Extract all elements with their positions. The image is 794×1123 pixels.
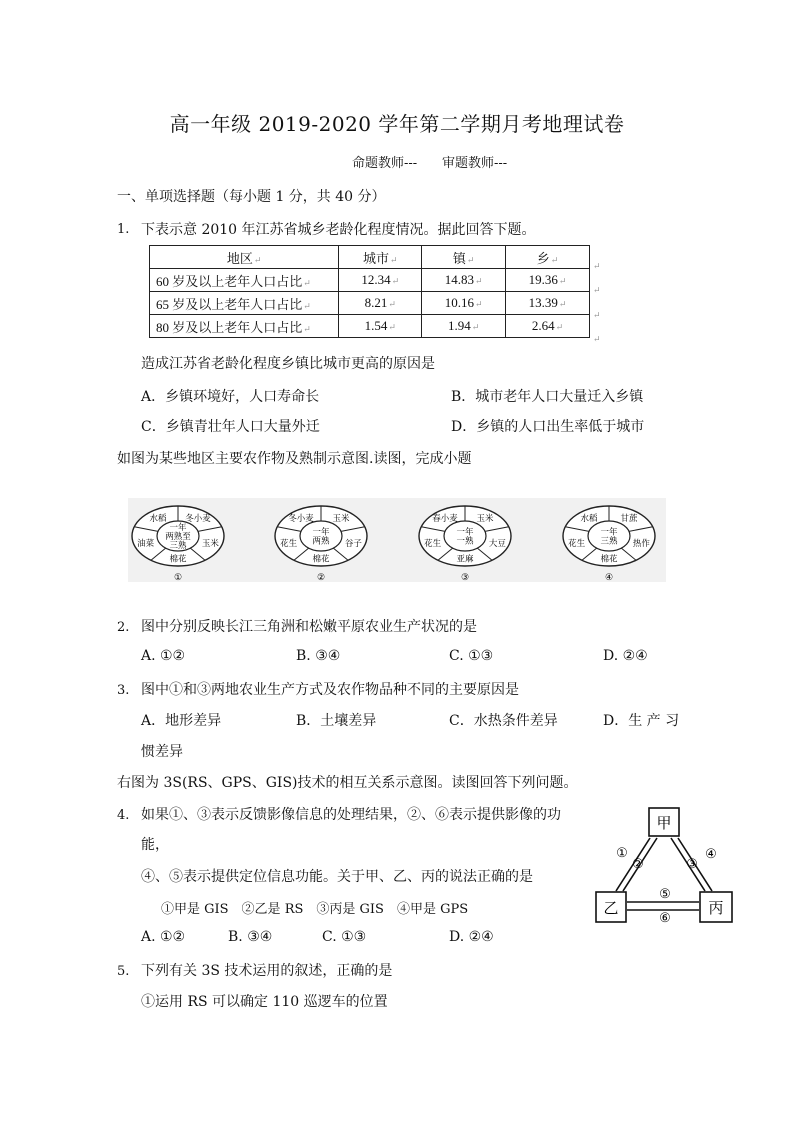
crop-label: 棉花 [312,554,330,565]
circle-number: ② [316,573,326,582]
table-cell: 14.83↵ [422,269,506,292]
crop-label: 亚麻 [456,554,474,565]
crop-circles-figure [128,498,666,582]
crop-label: 冬小麦 [185,513,211,524]
crop-label: 棉花 [169,554,187,565]
table-cell: 10.16↵ [422,292,506,315]
exam-title: 高一年级 2019-2020 学年第二学期月考地理试卷 [169,112,625,136]
q5-stem: 下列有关 3S 技术运用的叙述，正确的是 [141,963,393,979]
crop-label: 油菜 [137,538,155,549]
crop-label: 花生 [568,538,586,549]
crop-center-text: 一熟 [456,536,474,547]
node-jia-label: 甲 [656,814,672,832]
q5-statement-1: ①运用 RS 可以确定 110 巡逻车的位置 [141,994,388,1010]
crop-label: 花生 [424,538,442,549]
crop-center-text: 一年 [312,527,330,538]
arrow-label: ④ [705,847,717,862]
table-cell: 13.39↵ [506,292,590,315]
q3-stem: 图中①和③两地农业生产方式及农作物品种不同的主要原因是 [141,682,519,698]
crop-label: 大豆 [488,538,506,549]
circle-number: ④ [604,573,614,582]
crop-center-text: 一年 [600,527,618,538]
crop-label: 棉花 [600,554,618,565]
row-end-mark: ↵ [593,286,601,296]
q4-option-d[interactable]: D. ②④ [449,929,494,945]
q1-option-b[interactable]: B．城市老年人口大量迁入乡镇 [451,389,644,405]
q1-stem: 下表示意 2010 年江苏省城乡老龄化程度情况。据此回答下题。 [141,222,536,238]
crop-center-text: 三熟 [600,536,618,547]
3s-triangle-figure [594,806,736,926]
q3-option-d[interactable]: D．生 产 习 [603,713,680,729]
q4-stem-line3: ④、⑤表示提供定位信息功能。关于甲、乙、丙的说法正确的是 [141,869,533,885]
section-title: 一、单项选择题（每小题 1 分，共 40 分） [117,189,386,205]
row-end-mark: ↵ [593,335,601,345]
q2-option-a[interactable]: A. ①② [141,648,186,664]
q2-option-c[interactable]: C. ①③ [449,648,494,664]
circle-number: ① [173,573,183,582]
q4-number: 4. [117,808,130,823]
node-bing-label: 丙 [708,899,724,917]
crop-label: 玉米 [476,513,494,524]
crop-label: 春小麦 [432,513,458,524]
crop-center-text: 两熟至 [165,532,191,542]
q2-option-d[interactable]: D. ②④ [603,648,648,664]
q4-stem-line1: 如果①、③表示反馈影像信息的处理结果，②、⑥表示提供影像的功 [141,807,561,823]
circle-number: ③ [460,573,470,582]
q2-stem: 图中分别反映长江三角洲和松嫩平原农业生产状况的是 [141,619,477,635]
q2-number: 2. [117,620,130,635]
q5-number: 5. [117,964,130,979]
table-cell: 2.64↵ [506,315,590,338]
table-header: 镇↵ [422,246,506,269]
aging-table [149,245,590,338]
crop-label: 玉米 [201,538,219,549]
q1-option-d[interactable]: D．乡镇的人口出生率低于城市 [451,419,645,435]
crops-intro: 如图为某些地区主要农作物及熟制示意图.读图，完成小题 [117,451,472,467]
crop-center-text: 三熟 [169,541,187,551]
q4-stem-line2: 能， [141,837,169,853]
q3-option-a[interactable]: A．地形差异 [141,713,222,729]
table-header-row [150,246,590,269]
table-row [150,315,590,338]
q3-option-d-continued: 惯差异 [141,744,183,760]
arrow-label: ① [616,846,628,861]
crop-label: 冬小麦 [288,513,314,524]
crop-label: 热作 [632,538,650,549]
crop-center-text: 一年 [169,523,187,533]
table-cell: 8.21↵ [339,292,422,315]
crop-center-text: 两熟 [312,536,330,547]
table-cell: 19.36↵ [506,269,590,292]
q1-question: 造成江苏省老龄化程度乡镇比城市更高的原因是 [141,356,435,372]
q1-number: 1. [117,222,130,237]
crop-center-text: 一年 [456,527,474,538]
q3-number: 3. [117,683,130,698]
q3-option-b[interactable]: B．土壤差异 [296,713,377,729]
table-row [150,269,590,292]
table-row [150,292,590,315]
table-cell: 60 岁及以上老年人口占比↵ [150,269,339,292]
crop-label: 谷子 [344,538,362,549]
table-cell: 1.94↵ [422,315,506,338]
q4-option-a[interactable]: A. ①② [141,929,186,945]
arrow-label: ⑤ [659,887,671,902]
table-header: 地区↵ [150,246,339,269]
table-cell: 1.54↵ [339,315,422,338]
q4-statements: ①甲是 GIS ②乙是 RS ③丙是 GIS ④甲是 GPS [161,902,469,917]
arrow-label: ⑥ [659,911,671,926]
crop-label: 花生 [280,538,298,549]
crop-label: 玉米 [332,513,350,524]
teacher-line: 命题教师--- 审题教师--- [352,156,508,171]
row-end-mark: ↵ [593,311,601,321]
crop-label: 水稻 [149,513,167,524]
arrow-label: ③ [686,857,698,872]
table-cell: 80 岁及以上老年人口占比↵ [150,315,339,338]
q2-option-b[interactable]: B. ③④ [296,648,341,664]
arrow-label: ② [632,857,644,872]
table-header: 城市↵ [339,246,422,269]
crop-label: 甘蔗 [620,513,638,524]
3s-intro: 右图为 3S(RS、GPS、GIS)技术的相互关系示意图。读图回答下列问题。 [117,775,578,791]
q3-option-c[interactable]: C．水热条件差异 [449,713,558,729]
table-cell: 65 岁及以上老年人口占比↵ [150,292,339,315]
q4-option-b[interactable]: B. ③④ [228,929,273,945]
row-end-mark: ↵ [593,262,601,272]
node-yi-label: 乙 [603,899,619,917]
table-header: 乡↵ [506,246,590,269]
table-cell: 12.34↵ [339,269,422,292]
crop-label: 水稻 [580,513,598,524]
q4-option-c[interactable]: C. ①③ [322,929,367,945]
q1-option-a[interactable]: A．乡镇环境好，人口寿命长 [141,389,320,405]
q1-option-c[interactable]: C．乡镇青壮年人口大量外迁 [141,419,320,435]
